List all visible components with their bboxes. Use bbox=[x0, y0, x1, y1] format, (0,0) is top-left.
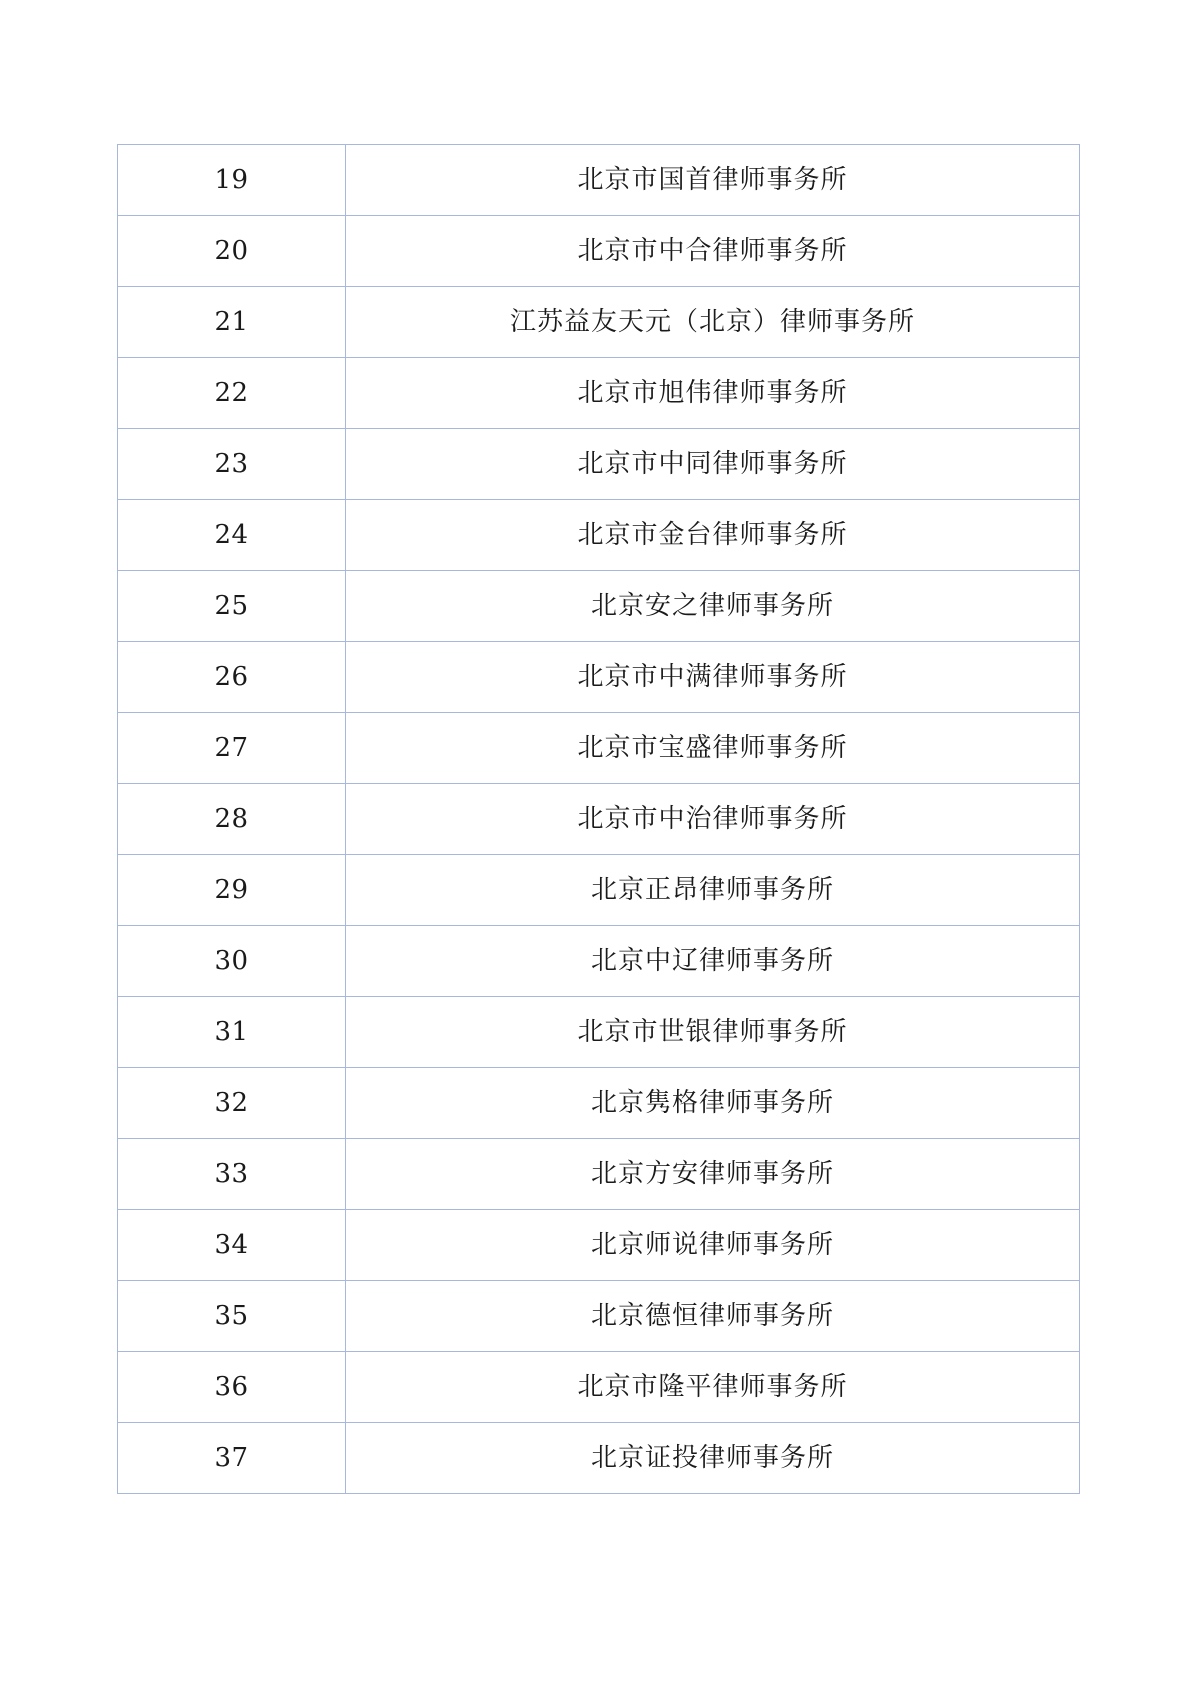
row-number: 29 bbox=[118, 855, 346, 926]
table-row bbox=[118, 784, 1080, 855]
firm-name: 北京市隆平律师事务所 bbox=[346, 1352, 1080, 1423]
firm-name: 北京市中合律师事务所 bbox=[346, 216, 1080, 287]
table-row bbox=[118, 571, 1080, 642]
row-number: 21 bbox=[118, 287, 346, 358]
table-row bbox=[118, 1352, 1080, 1423]
row-number: 27 bbox=[118, 713, 346, 784]
row-number: 26 bbox=[118, 642, 346, 713]
row-number: 33 bbox=[118, 1139, 346, 1210]
firm-name: 北京师说律师事务所 bbox=[346, 1210, 1080, 1281]
firm-name: 北京安之律师事务所 bbox=[346, 571, 1080, 642]
row-number: 23 bbox=[118, 429, 346, 500]
firm-name: 北京市中治律师事务所 bbox=[346, 784, 1080, 855]
firm-name: 北京市国首律师事务所 bbox=[346, 145, 1080, 216]
row-number: 35 bbox=[118, 1281, 346, 1352]
firm-name: 北京隽格律师事务所 bbox=[346, 1068, 1080, 1139]
firm-name: 北京市中同律师事务所 bbox=[346, 429, 1080, 500]
row-number: 20 bbox=[118, 216, 346, 287]
table-row bbox=[118, 1068, 1080, 1139]
table-row bbox=[118, 855, 1080, 926]
firm-name: 北京市世银律师事务所 bbox=[346, 997, 1080, 1068]
row-number: 19 bbox=[118, 145, 346, 216]
firm-name: 北京正昂律师事务所 bbox=[346, 855, 1080, 926]
table-row bbox=[118, 358, 1080, 429]
firm-name: 北京证投律师事务所 bbox=[346, 1423, 1080, 1494]
row-number: 24 bbox=[118, 500, 346, 571]
row-number: 30 bbox=[118, 926, 346, 997]
table-row bbox=[118, 642, 1080, 713]
row-number: 22 bbox=[118, 358, 346, 429]
table-row bbox=[118, 1139, 1080, 1210]
law-firm-table-body bbox=[118, 145, 1080, 1494]
law-firm-table bbox=[117, 144, 1080, 1494]
table-row bbox=[118, 997, 1080, 1068]
table-row bbox=[118, 145, 1080, 216]
firm-name: 北京德恒律师事务所 bbox=[346, 1281, 1080, 1352]
firm-name: 北京市金台律师事务所 bbox=[346, 500, 1080, 571]
table-row bbox=[118, 1281, 1080, 1352]
row-number: 34 bbox=[118, 1210, 346, 1281]
table-row bbox=[118, 713, 1080, 784]
row-number: 28 bbox=[118, 784, 346, 855]
firm-name: 北京市中满律师事务所 bbox=[346, 642, 1080, 713]
table-row bbox=[118, 429, 1080, 500]
firm-name: 江苏益友天元（北京）律师事务所 bbox=[346, 287, 1080, 358]
firm-name: 北京市旭伟律师事务所 bbox=[346, 358, 1080, 429]
row-number: 37 bbox=[118, 1423, 346, 1494]
table-row bbox=[118, 287, 1080, 358]
firm-name: 北京方安律师事务所 bbox=[346, 1139, 1080, 1210]
row-number: 25 bbox=[118, 571, 346, 642]
row-number: 31 bbox=[118, 997, 346, 1068]
table-row bbox=[118, 216, 1080, 287]
firm-name: 北京市宝盛律师事务所 bbox=[346, 713, 1080, 784]
table-row bbox=[118, 1423, 1080, 1494]
row-number: 36 bbox=[118, 1352, 346, 1423]
table-row bbox=[118, 1210, 1080, 1281]
table-row bbox=[118, 926, 1080, 997]
firm-name: 北京中辽律师事务所 bbox=[346, 926, 1080, 997]
row-number: 32 bbox=[118, 1068, 346, 1139]
table-row bbox=[118, 500, 1080, 571]
